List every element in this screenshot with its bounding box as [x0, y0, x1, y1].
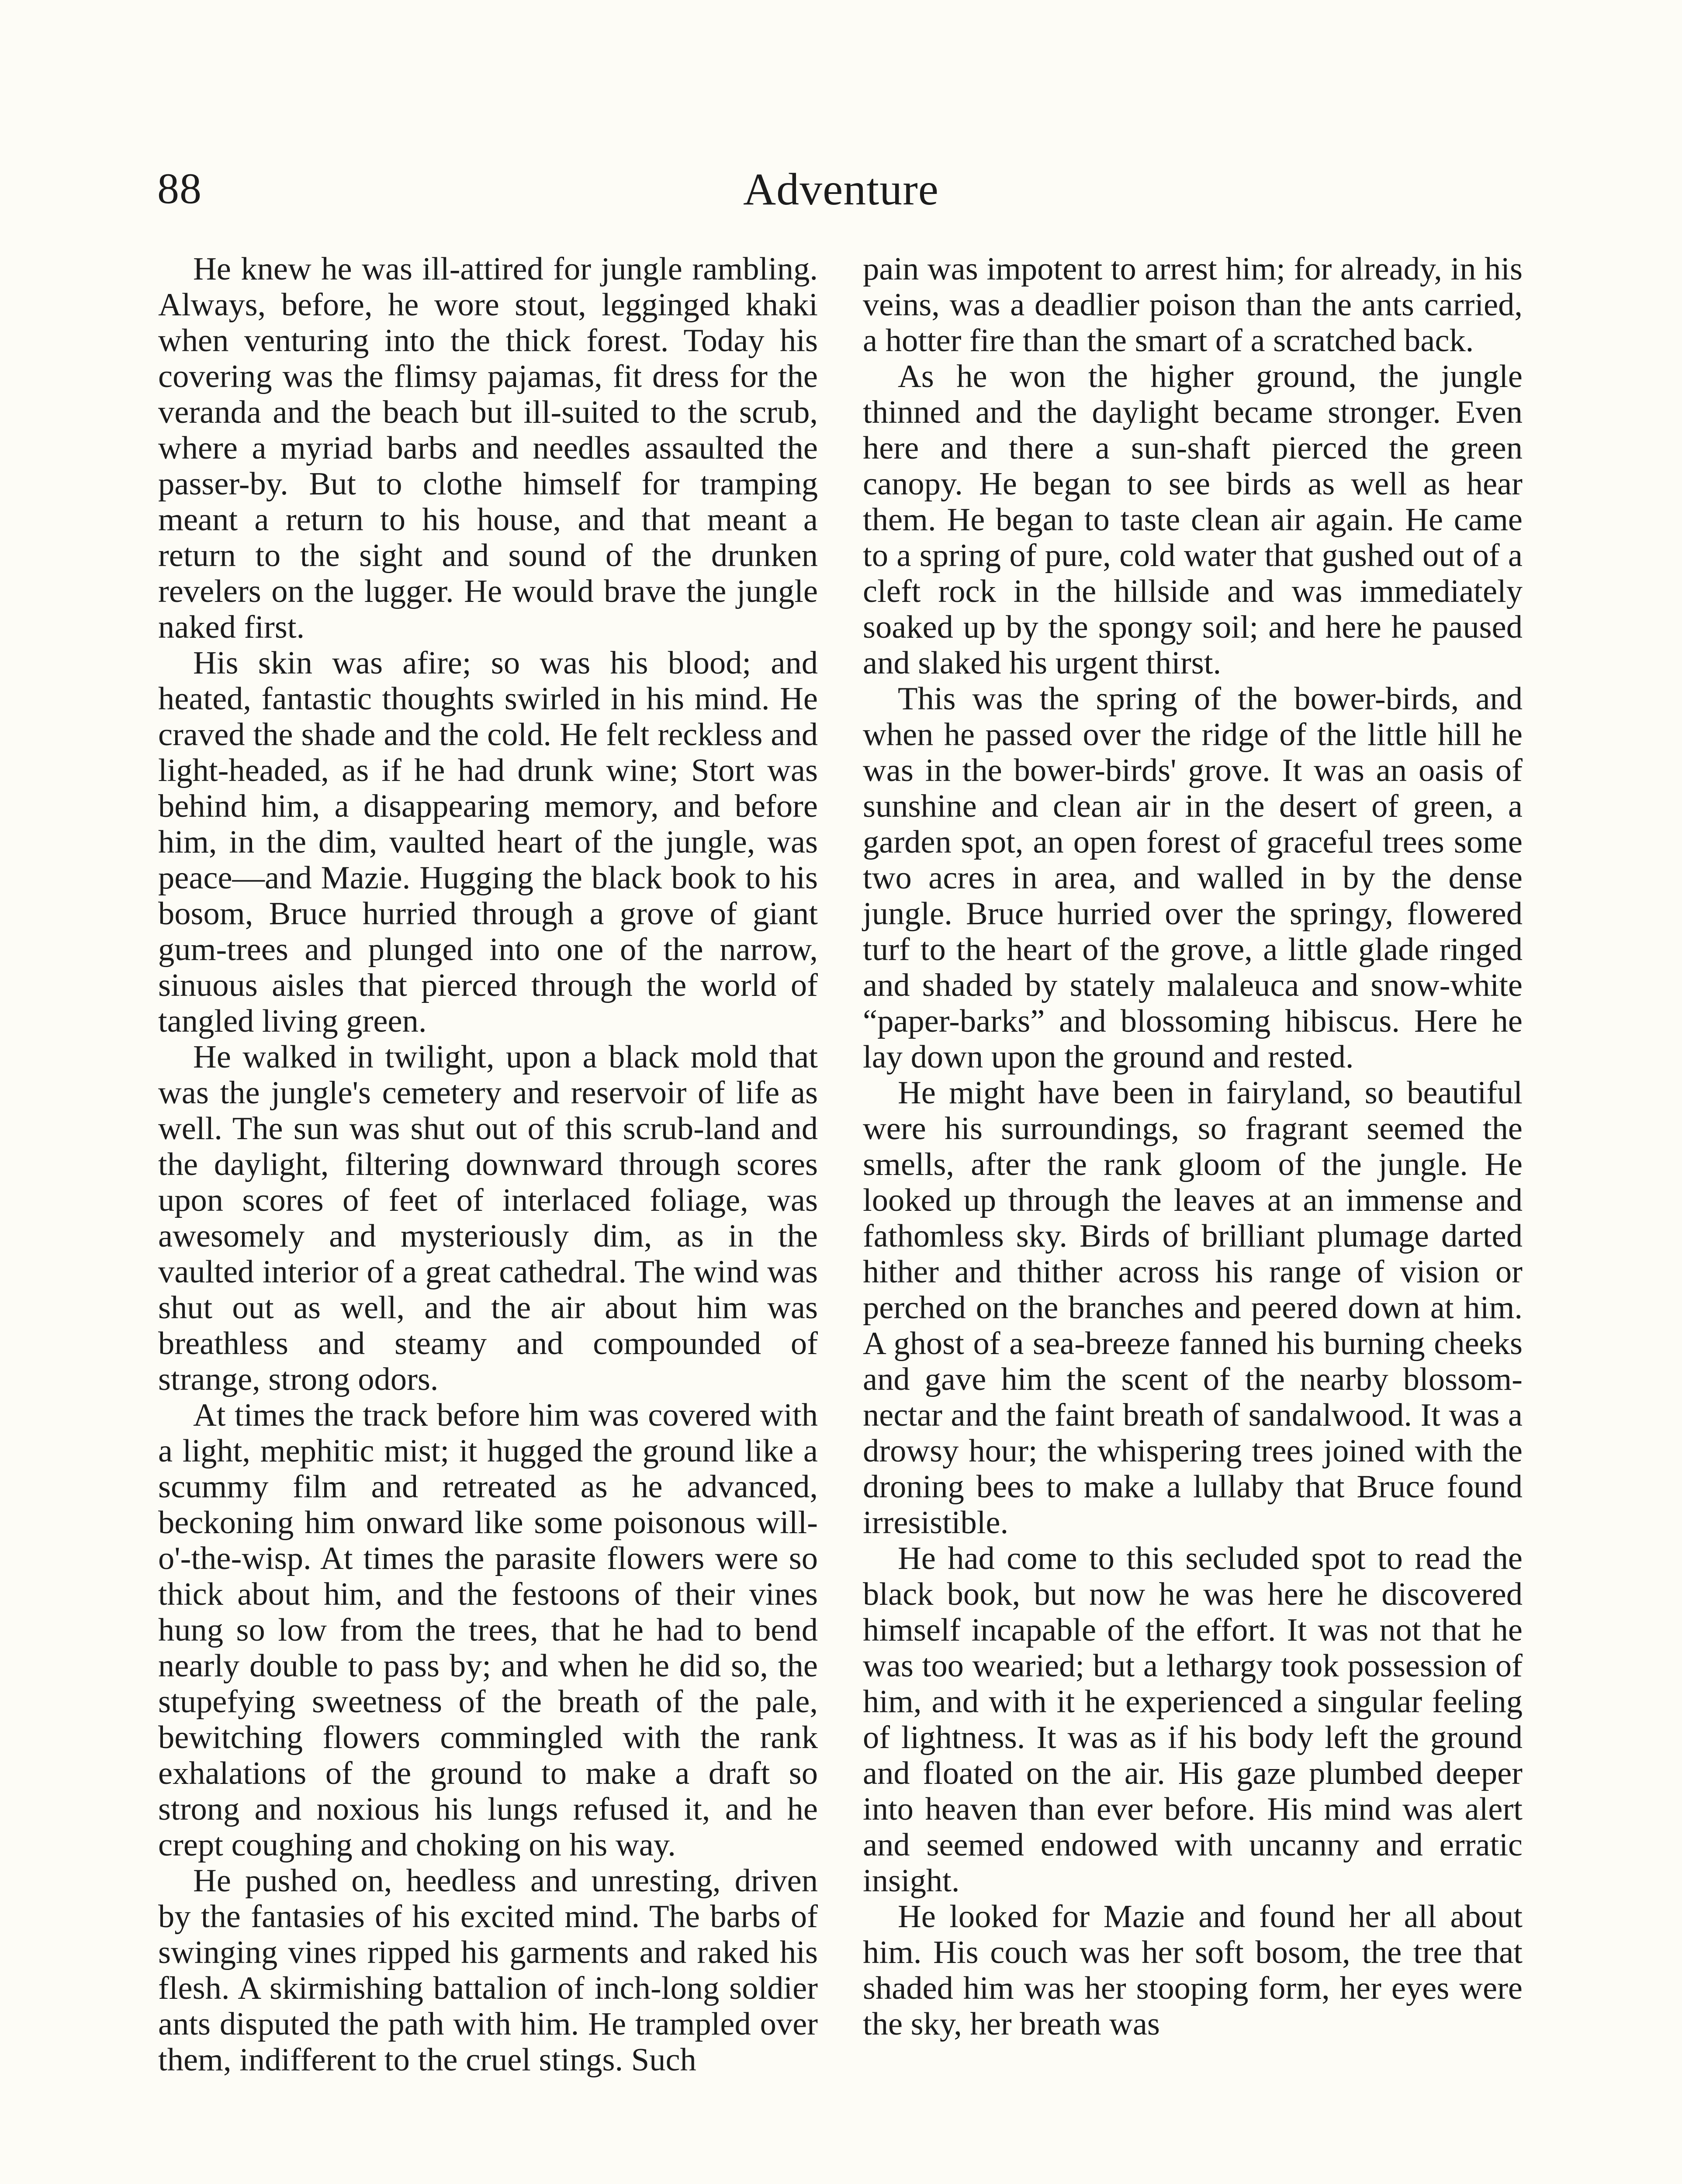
paragraph: He walked in twilight, upon a black mold that was the jungle's cemetery and reservoir of life as well. The sun was shut out of this scrub-land and the daylight, filtering downward through scores upon scores of feet of interlaced foliage, was awesomely and mysteriously dim, as in the vaulted interior of a great cathedral. The wind was shut out as well, and the air about him was breathless and steamy and compounded of strange, strong odors. — [158, 1039, 818, 1397]
paragraph-continued: pain was impotent to arrest him; for already, in his veins, was a deadlier poison than the ants carried, a hotter fire than the smart of a scratched back. — [863, 251, 1523, 359]
left-column — [158, 251, 818, 2078]
paragraph: He looked for Mazie and found her all about him. His couch was her soft bosom, the tree that shaded him was her stooping form, her eyes were the sky, her breath was — [863, 1899, 1523, 2042]
running-title: Adventure — [743, 164, 939, 214]
page-number: 88 — [157, 164, 202, 213]
paragraph: At times the track before him was covered with a light, mephitic mist; it hugged the ground like a scummy film and retreated as he advanced, beckoning him onward like some poisonous will-o'-the-wisp. At times the parasite flowers were so thick about him, and the festoons of their vines hung so low from the trees, that he had to bend nearly double to pass by; and when he did so, the stupefying sweetness of the breath of the pale, bewitching flowers commingled with the rank exhalations of the ground to make a draft so strong and noxious his lungs refused it, and he crept coughing and choking on his way. — [158, 1397, 818, 1863]
paragraph: He had come to this secluded spot to read the black book, but now he was here he discovered himself incapable of the effort. It was not that he was too wearied; but a lethargy took possession of him, and with it he experienced a singular feeling of lightness. It was as if his body left the ground and floated on the air. His gaze plumbed deeper into heaven than ever before. His mind was alert and seemed endowed with uncanny and erratic insight. — [863, 1541, 1523, 1899]
paragraph: His skin was afire; so was his blood; and heated, fantastic thoughts swirled in his mind. He craved the shade and the cold. He felt reckless and light-headed, as if he had drunk wine; Stort was behind him, a disappearing memory, and before him, in the dim, vaulted heart of the jungle, was peace—and Mazie. Hugging the black book to his bosom, Bruce hurried through a grove of giant gum-trees and plunged into one of the narrow, sinuous aisles that pierced through the world of tangled living green. — [158, 645, 818, 1039]
paragraph: He knew he was ill-attired for jungle rambling. Always, before, he wore stout, legginged khaki when venturing into the thick forest. Today his covering was the flimsy pajamas, fit dress for the veranda and the beach but ill-suited to the scrub, where a myriad barbs and needles assaulted the passer-by. But to clothe himself for tramping meant a return to his house, and that meant a return to the sight and sound of the drunken revelers on the lugger. He would brave the jungle naked first. — [158, 251, 818, 645]
right-column — [863, 251, 1523, 2042]
paragraph: He pushed on, heedless and unresting, driven by the fantasies of his excited mind. The barbs of swinging vines ripped his garments and raked his flesh. A skirmishing battalion of inch-long soldier ants disputed the path with him. He trampled over them, indifferent to the cruel stings. Such — [158, 1863, 818, 2078]
paragraph: He might have been in fairyland, so beautiful were his surroundings, so fragrant seemed the smells, after the rank gloom of the jungle. He looked up through the leaves at an immense and fathomless sky. Birds of brilliant plumage darted hither and thither across his range of vision or perched on the branches and peered down at him. A ghost of a sea-breeze fanned his burning cheeks and gave him the scent of the nearby blossom-nectar and the faint breath of sandalwood. It was a drowsy hour; the whispering trees joined with the droning bees to make a lullaby that Bruce found irresistible. — [863, 1075, 1523, 1541]
paragraph: As he won the higher ground, the jungle thinned and the daylight became stronger. Even here and there a sun-shaft pierced the green canopy. He began to see birds as well as hear them. He began to taste clean air again. He came to a spring of pure, cold water that gushed out of a cleft rock in the hillside and was immediately soaked up by the spongy soil; and here he paused and slaked his urgent thirst. — [863, 359, 1523, 681]
paragraph: This was the spring of the bower-birds, and when he passed over the ridge of the little hill he was in the bower-birds' grove. It was an oasis of sunshine and clean air in the desert of green, a garden spot, an open forest of graceful trees some two acres in area, and walled in by the dense jungle. Bruce hurried over the springy, flowered turf to the heart of the grove, a little glade ringed and shaded by stately malaleuca and snow-white “paper-barks” and blossoming hibiscus. Here he lay down upon the ground and rested. — [863, 681, 1523, 1075]
